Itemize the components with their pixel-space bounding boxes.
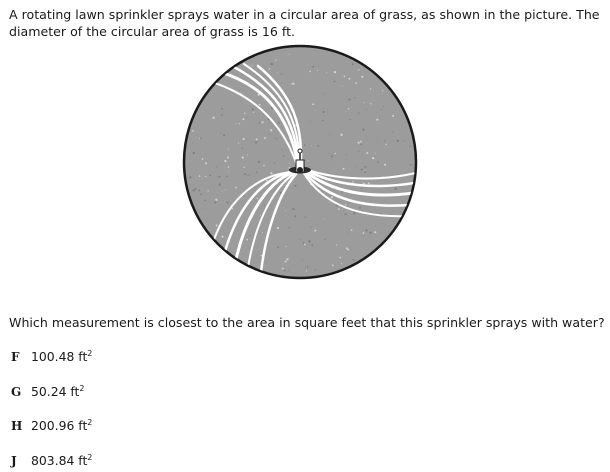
grass-speckle (338, 208, 340, 210)
grass-speckle (322, 120, 323, 121)
grass-speckle (409, 145, 410, 146)
grass-speckle (331, 155, 333, 157)
choice-exponent: 2 (87, 452, 93, 462)
problem-text: A rotating lawn sprinkler sprays water in a circular area of grass, as shown in the picture. The diameter of the circular area of grass is 16 ft. (9, 7, 600, 39)
grass-speckle (228, 171, 229, 172)
grass-speckle (228, 203, 229, 204)
grass-speckle (311, 244, 313, 246)
choice-letter: F (11, 350, 20, 364)
grass-speckle (334, 80, 336, 82)
grass-speckle (281, 74, 282, 75)
grass-speckle (202, 208, 203, 209)
answer-choice-g[interactable] (11, 384, 85, 399)
grass-speckle (308, 240, 310, 242)
choice-letter: H (11, 419, 23, 433)
grass-speckle (381, 109, 382, 110)
grass-speckle (366, 152, 368, 154)
grass-speckle (277, 247, 279, 249)
grass-speckle (372, 157, 374, 159)
grass-speckle (264, 137, 266, 139)
grass-speckle (308, 160, 309, 161)
grass-speckle (193, 152, 195, 154)
grass-speckle (223, 134, 225, 136)
grass-speckle (361, 76, 363, 78)
grass-speckle (244, 173, 246, 175)
grass-speckle (224, 160, 226, 162)
grass-speckle (361, 144, 363, 146)
grass-speckle (363, 102, 364, 103)
grass-speckle (397, 140, 399, 142)
answer-choice-f[interactable] (11, 349, 92, 364)
grass-speckle (304, 144, 306, 146)
grass-speckle (377, 161, 379, 163)
grass-speckle (336, 245, 337, 246)
grass-speckle (222, 191, 223, 192)
grass-speckle (222, 236, 224, 238)
grass-speckle (189, 176, 191, 178)
grass-speckle (366, 109, 367, 110)
grass-speckle (262, 121, 264, 123)
grass-speckle (395, 187, 397, 189)
grass-speckle (284, 270, 286, 272)
grass-speckle (204, 200, 206, 202)
grass-speckle (393, 211, 394, 212)
grass-speckle (305, 217, 306, 218)
grass-speckle (392, 115, 394, 117)
grass-speckle (270, 129, 272, 131)
choice-exponent: 2 (79, 383, 85, 393)
grass-speckle (368, 182, 370, 184)
grass-speckle (364, 171, 366, 173)
grass-speckle (311, 227, 312, 228)
grass-speckle (348, 233, 349, 234)
grass-speckle (221, 108, 223, 110)
grass-speckle (294, 215, 296, 217)
grass-speckle (258, 161, 260, 163)
grass-speckle (195, 188, 197, 190)
grass-speckle (346, 154, 347, 155)
grass-speckle (362, 182, 363, 183)
grass-speckle (301, 259, 302, 260)
grass-speckle (314, 230, 316, 232)
question-text: Which measurement is closest to the area in square feet that this sprinkler sprays with water? (9, 315, 605, 330)
grass-speckle (289, 200, 290, 201)
grass-speckle (292, 83, 294, 85)
grass-speckle (385, 144, 387, 146)
grass-speckle (275, 60, 276, 61)
grass-speckle (261, 255, 263, 257)
grass-speckle (361, 188, 362, 189)
grass-speckle (377, 141, 378, 142)
choice-value: 50.24 ft (31, 384, 80, 399)
grass-speckle (392, 132, 393, 133)
grass-speckle (291, 83, 292, 84)
grass-speckle (242, 118, 244, 120)
grass-speckle (208, 190, 209, 191)
grass-speckle (266, 180, 268, 182)
choice-value: 803.84 ft (31, 453, 88, 468)
grass-speckle (218, 176, 220, 178)
grass-speckle (219, 183, 221, 185)
grass-speckle (348, 78, 350, 80)
grass-speckle (232, 208, 233, 209)
grass-speckle (326, 72, 327, 73)
grass-speckle (362, 129, 364, 131)
grass-speckle (403, 140, 404, 141)
grass-speckle (212, 117, 214, 119)
grass-speckle (285, 246, 286, 247)
grass-speckle (343, 168, 345, 170)
grass-speckle (255, 142, 257, 144)
grass-speckle (239, 123, 240, 124)
grass-speckle (242, 157, 244, 159)
grass-speckle (285, 210, 286, 211)
grass-speckle (384, 140, 385, 141)
grass-speckle (312, 103, 314, 105)
grass-speckle (277, 227, 279, 229)
grass-speckle (309, 71, 311, 73)
grass-speckle (256, 138, 258, 140)
grass-speckle (345, 204, 346, 205)
grass-speckle (312, 66, 314, 68)
grass-speckle (244, 113, 246, 115)
grass-speckle (220, 132, 221, 133)
choice-value: 100.48 ft (31, 349, 88, 364)
grass-speckle (370, 103, 371, 104)
sprinkler-figure (180, 42, 420, 282)
grass-speckle (221, 114, 223, 116)
grass-speckle (214, 201, 216, 203)
grass-speckle (350, 119, 351, 120)
grass-speckle (315, 269, 316, 270)
grass-speckle (216, 167, 217, 168)
grass-speckle (270, 172, 272, 174)
grass-speckle (264, 205, 265, 206)
grass-speckle (344, 75, 346, 77)
grass-speckle (215, 199, 217, 201)
grass-speckle (252, 65, 253, 66)
grass-speckle (282, 268, 284, 270)
grass-speckle (410, 164, 412, 166)
grass-speckle (292, 208, 294, 210)
grass-speckle (269, 133, 270, 134)
grass-speckle (269, 68, 271, 70)
grass-speckle (205, 162, 207, 164)
grass-speckle (354, 97, 355, 98)
grass-speckle (355, 82, 357, 84)
grass-speckle (383, 106, 384, 107)
grass-speckle (286, 258, 288, 260)
grass-speckle (324, 218, 325, 219)
grass-speckle (323, 94, 324, 95)
grass-speckle (216, 224, 218, 226)
grass-speckle (250, 235, 251, 236)
grass-speckle (331, 196, 333, 198)
grass-speckle (276, 138, 277, 139)
grass-speckle (348, 99, 350, 101)
grass-speckle (253, 112, 254, 113)
grass-speckle (246, 239, 248, 241)
choice-value: 200.96 ft (31, 418, 88, 433)
grass-speckle (357, 142, 359, 144)
grass-speckle (242, 148, 243, 149)
grass-speckle (344, 213, 346, 215)
grass-speckle (329, 134, 330, 135)
grass-speckle (340, 134, 342, 136)
grass-speckle (351, 229, 353, 231)
grass-speckle (199, 175, 201, 177)
grass-speckle (353, 259, 355, 261)
grass-speckle (369, 231, 371, 233)
grass-speckle (260, 215, 261, 216)
choice-exponent: 2 (87, 348, 93, 358)
grass-speckle (269, 269, 270, 270)
grass-speckle (202, 158, 204, 160)
grass-speckle (288, 227, 289, 228)
grass-speckle (228, 166, 230, 168)
grass-speckle (236, 123, 237, 124)
grass-speckle (294, 185, 296, 187)
grass-speckle (332, 265, 334, 267)
answer-choice-h[interactable] (11, 418, 92, 433)
grass-speckle (257, 198, 258, 199)
grass-speckle (243, 167, 244, 168)
grass-speckle (301, 239, 302, 240)
grass-speckle (290, 99, 291, 100)
grass-speckle (359, 151, 360, 152)
answer-choice-j[interactable] (11, 453, 92, 468)
grass-speckle (306, 270, 307, 271)
grass-speckle (334, 71, 336, 73)
grass-speckle (363, 232, 365, 234)
grass-speckle (348, 203, 349, 204)
grass-speckle (374, 231, 376, 233)
grass-speckle (289, 54, 290, 55)
grass-speckle (317, 70, 318, 71)
grass-speckle (342, 86, 343, 87)
grass-speckle (375, 153, 376, 154)
grass-speckle (324, 239, 325, 240)
grass-speckle (358, 113, 359, 114)
grass-speckle (322, 111, 324, 113)
grass-speckle (288, 270, 289, 271)
grass-speckle (355, 166, 356, 167)
choice-letter: G (11, 385, 22, 399)
grass-speckle (242, 74, 243, 75)
choice-letter: J (11, 454, 17, 468)
grass-speckle (364, 169, 365, 170)
grass-speckle (271, 63, 273, 65)
grass-speckle (274, 162, 275, 163)
grass-speckle (361, 169, 363, 171)
grass-speckle (262, 232, 263, 233)
grass-speckle (263, 165, 265, 167)
grass-speckle (280, 192, 282, 194)
grass-speckle (348, 108, 349, 109)
grass-speckle (198, 190, 200, 192)
grass-speckle (192, 142, 193, 143)
grass-speckle (298, 239, 299, 240)
grass-speckle (370, 88, 371, 89)
grass-speckle (283, 156, 284, 157)
grass-speckle (384, 164, 386, 166)
grass-speckle (199, 138, 200, 139)
grass-speckle (246, 117, 247, 118)
grass-speckle (259, 104, 261, 106)
grass-speckle (277, 72, 278, 73)
grass-speckle (360, 141, 362, 143)
grass-speckle (225, 189, 226, 190)
grass-speckle (346, 247, 348, 249)
grass-speckle (317, 145, 319, 147)
grass-speckle (192, 189, 194, 191)
grass-speckle (278, 122, 280, 124)
grass-speckle (339, 257, 341, 259)
grass-speckle (274, 137, 275, 138)
grass-speckle (238, 143, 239, 144)
grass-speckle (228, 149, 229, 150)
grass-speckle (289, 163, 290, 164)
grass-speckle (353, 212, 355, 214)
grass-speckle (235, 187, 237, 189)
choice-exponent: 2 (87, 417, 93, 427)
grass-speckle (352, 181, 354, 183)
grass-speckle (205, 176, 206, 177)
grass-speckle (303, 242, 305, 244)
grass-speckle (366, 229, 368, 231)
grass-speckle (364, 166, 366, 168)
grass-speckle (341, 263, 342, 264)
grass-speckle (247, 154, 248, 155)
grass-speckle (307, 266, 309, 268)
grass-speckle (382, 90, 383, 91)
grass-speckle (248, 175, 249, 176)
grass-speckle (209, 174, 211, 176)
grass-speckle (200, 193, 202, 195)
grass-speckle (304, 243, 306, 245)
grass-speckle (252, 108, 254, 110)
grass-speckle (358, 69, 359, 70)
grass-speckle (243, 138, 245, 140)
grass-speckle (259, 122, 261, 124)
grass-speckle (192, 130, 194, 132)
grass-speckle (359, 207, 361, 209)
grass-speckle (256, 172, 258, 174)
grass-speckle (284, 260, 286, 262)
grass-speckle (364, 183, 366, 185)
grass-speckle (310, 121, 311, 122)
grass-speckle (226, 176, 227, 177)
grass-speckle (376, 119, 378, 121)
grass-speckle (352, 63, 354, 65)
grass-speckle (335, 153, 337, 155)
grass-speckle (227, 156, 229, 158)
grass-speckle (311, 146, 312, 147)
